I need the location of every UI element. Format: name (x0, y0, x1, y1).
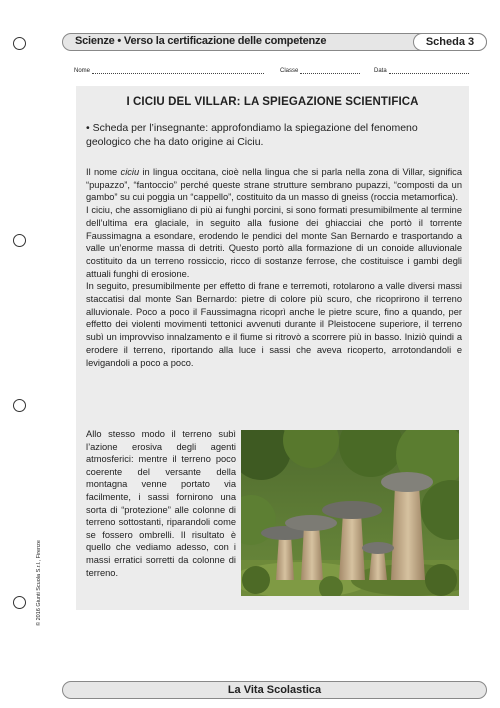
classe-field (280, 68, 360, 74)
ciciu-word: ciciu (120, 167, 140, 177)
header-title: Scienze • Verso la certificazione delle competenze (75, 35, 327, 47)
data-label: Data (374, 68, 387, 74)
scheda-badge: Scheda 3 (413, 33, 487, 51)
ciciu-photo (241, 430, 459, 596)
paragraph-3: In seguito, presumibilmente per effetto di frane e terremoti, rotolarono a valle diversi massi staccatisi dal monte San Bernardo: pietre di colore più scuro, che ricoprirono il terreno alluvionale. Poco a poco il Faussimagna ricoprì anche le pietre scure, fino a quando, per effetto dei violenti movimenti tettonici avvenuti durante il Pleistocene superiore, il terreno subì un improvviso innalzamento e il fiume si ritrovò a scorrere più in basso. Iniziò quindi a erodere il terreno, riportando alla luce i sassi che aveva ricoperto, arrotondandoli e levigandoli a poco a poco. (86, 281, 462, 368)
page-title: I CICIU DEL VILLAR: LA SPIEGAZIONE SCIENTIFICA (126, 96, 419, 108)
paragraph-4: Allo stesso modo il terreno subì l’azione erosiva degli agenti atmosferici: mentre il terreno poco coerente del versante della montagna venne portato via facilmente, i sassi fornirono una sorta di “protezione” alle colonne di terreno sottostanti, riparandoli come se fossero ombrelli. Il risultato è quello che vediamo adesso, con i massi erratici sorretti da colonne di terreno. (86, 429, 236, 578)
intro-text: • Scheda per l’insegnante: approfondiamo la spiegazione del fenomeno geologico che ha dato origine ai Ciciu. (86, 122, 418, 148)
binder-hole-4 (13, 596, 26, 609)
nome-label: Nome (74, 68, 91, 74)
footer-bar: La Vita Scolastica (62, 681, 487, 699)
binder-hole-2 (13, 234, 26, 247)
classe-label: Classe (280, 68, 299, 74)
paragraph-2: I ciciu, che assomigliano di più ai funghi porcini, si sono formati presumibilmente al termine dell’ultima era glaciale, in seguito alla fusione dei ghiacciai che portò il torrente Faussimagna a esondare, erodendo le pendici del monte San Bernardo e trasportando a valle un’enorme massa di detriti. Questo portò alla formazione di un conoide alluvionale costituito da un terreno rossiccio, ricco di sostanze ferrose, che costituisce i gambi degli attuali funghi di erosione. (86, 205, 462, 279)
binder-hole-1 (13, 37, 26, 50)
body-text (86, 166, 462, 369)
binder-hole-3 (13, 399, 26, 412)
nome-field (74, 68, 264, 74)
data-field (374, 68, 469, 74)
content-panel (76, 86, 469, 610)
paragraph-1: Il nome ciciu in lingua occitana, cioè nella lingua che si parla nella zona di Villar, significa “pupazzo”, “fantoccio” perché queste strane strutture sembrano pupazzi, “composti da un gambo” su cui poggia un “cappello”, costituito da un masso di gneiss (roccia metamorfica). (86, 167, 462, 203)
copyright-text: © 2016 Giunti Scuola S.r.l., Firenze (36, 540, 42, 626)
header-bar (62, 33, 487, 51)
